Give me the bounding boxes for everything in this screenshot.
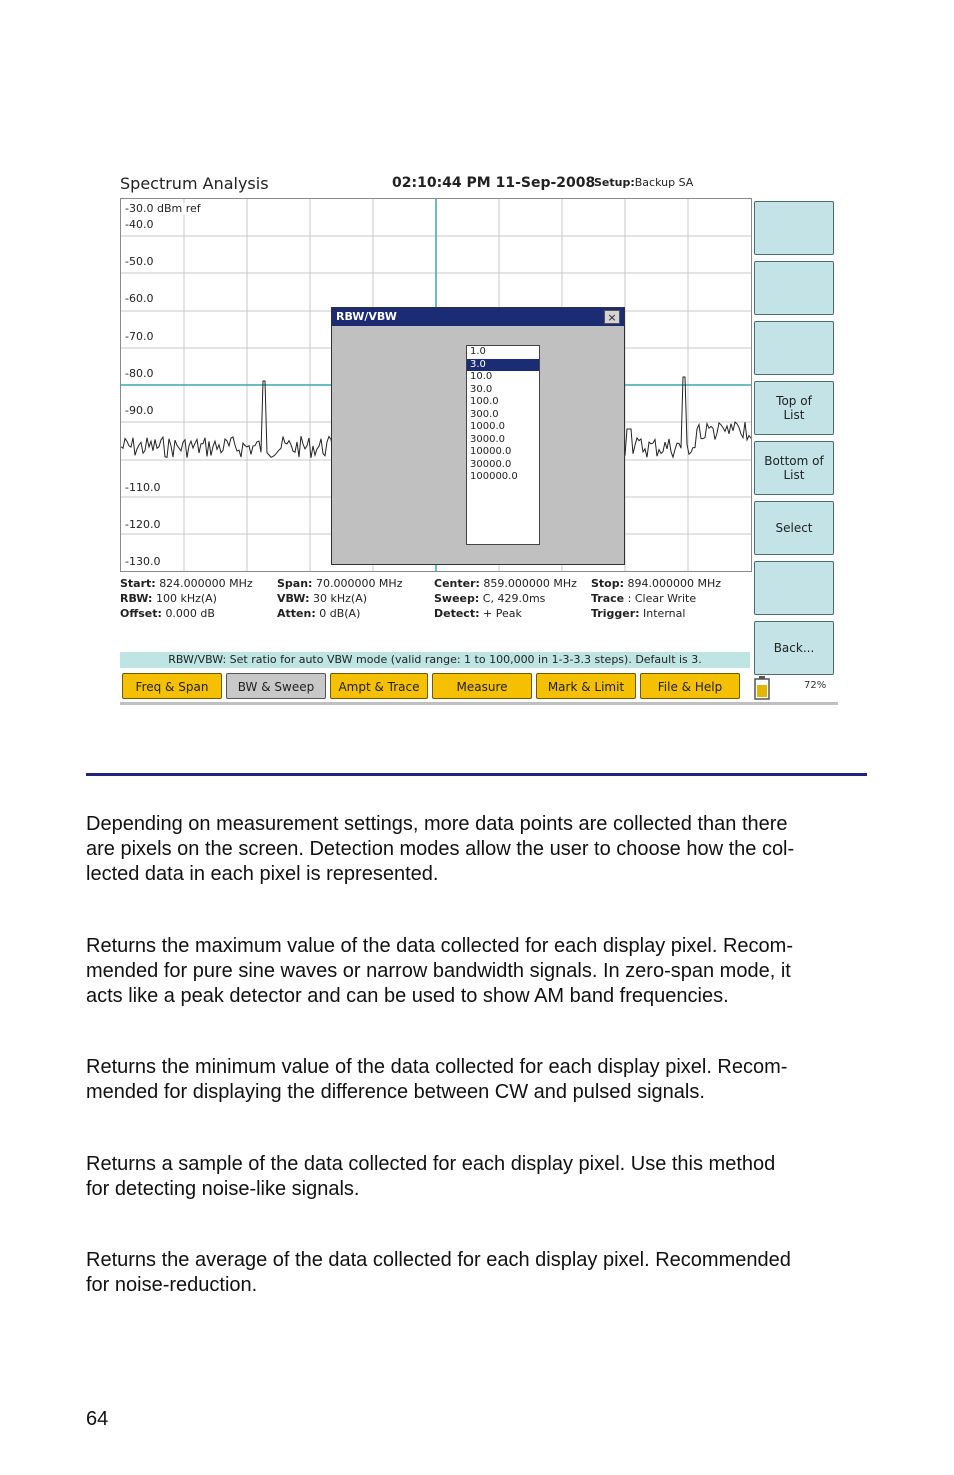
ratio-option[interactable]: 30000.0 bbox=[470, 458, 512, 470]
vbw-value: 30 kHz(A) bbox=[313, 592, 368, 605]
offset-value: 0.000 dB bbox=[165, 607, 215, 620]
y-tick: -80.0 bbox=[125, 367, 154, 380]
text-line: lected data in each pixel is represented. bbox=[86, 863, 439, 885]
trigger-label: Trigger: bbox=[591, 607, 640, 620]
stop-value: 894.000000 MHz bbox=[627, 577, 722, 590]
start-value: 824.000000 MHz bbox=[159, 577, 253, 590]
tab-bw-sweep[interactable]: BW & Sweep bbox=[226, 673, 326, 699]
softkey-select[interactable]: Select bbox=[754, 501, 834, 555]
text-line: mended for displaying the difference between CW and pulsed signals. bbox=[86, 1081, 705, 1103]
softkey-3[interactable] bbox=[754, 321, 834, 375]
app-title: Spectrum Analysis bbox=[120, 174, 269, 193]
setup-label: Setup: bbox=[594, 176, 635, 189]
tab-freq-span[interactable]: Freq & Span bbox=[122, 673, 222, 699]
rbw-label: RBW: bbox=[120, 592, 153, 605]
span-value: 70.000000 MHz bbox=[315, 577, 403, 590]
battery-percent: 72% bbox=[804, 680, 827, 691]
info-col-4 bbox=[591, 576, 721, 621]
text-line: Returns the minimum value of the data collected for each display pixel. Recom- bbox=[86, 1056, 788, 1078]
setup-value: Backup SA bbox=[634, 176, 694, 189]
text-line: Returns the average of the data collected for each display pixel. Recommended bbox=[86, 1249, 791, 1271]
softkey-1[interactable] bbox=[754, 201, 834, 255]
softkey-2[interactable] bbox=[754, 261, 834, 315]
offset-label: Offset: bbox=[120, 607, 162, 620]
tab-file-help[interactable]: File & Help bbox=[640, 673, 740, 699]
page-number: 64 bbox=[86, 1408, 109, 1430]
text-line: acts like a peak detector and can be used to show AM band frequencies. bbox=[86, 985, 729, 1007]
text-line: mended for pure sine waves or narrow bandwidth signals. In zero-span mode, it bbox=[86, 960, 791, 982]
ratio-option[interactable]: 1.0 bbox=[470, 346, 486, 357]
section-divider bbox=[86, 773, 867, 776]
ratio-option[interactable]: 3000.0 bbox=[470, 433, 505, 445]
tab-ampt-trace[interactable]: Ampt & Trace bbox=[330, 673, 428, 699]
center-value: 859.000000 MHz bbox=[483, 577, 577, 590]
clock-datetime: 02:10:44 PM 11-Sep-2008 bbox=[392, 175, 596, 191]
atten-value: 0 dB(A) bbox=[319, 607, 361, 620]
ratio-option[interactable]: 30.0 bbox=[470, 383, 493, 395]
info-col-2 bbox=[277, 576, 402, 621]
detect-value: + Peak bbox=[483, 607, 522, 620]
y-tick: -90.0 bbox=[125, 404, 154, 417]
text-line: Depending on measurement settings, more data points are collected than there bbox=[86, 813, 788, 835]
trace-value: : Clear Write bbox=[627, 592, 697, 605]
info-col-3 bbox=[434, 576, 577, 621]
info-col-1 bbox=[120, 576, 253, 621]
ratio-option[interactable]: 10.0 bbox=[470, 371, 493, 382]
text-line: are pixels on the screen. Detection modes allow the user to choose how the col- bbox=[86, 838, 795, 860]
softkey-label: Bottom of List bbox=[764, 454, 824, 482]
softkey-back[interactable]: Back... bbox=[754, 621, 834, 675]
trigger-value: Internal bbox=[643, 607, 686, 620]
detect-label: Detect: bbox=[434, 607, 480, 620]
start-label: Start: bbox=[120, 577, 156, 590]
minimum-description bbox=[86, 1055, 876, 1105]
y-tick: -70.0 bbox=[125, 330, 154, 343]
ratio-option[interactable]: 10000.0 bbox=[470, 446, 512, 457]
screen-bottom-border bbox=[120, 702, 838, 705]
softkey-7[interactable] bbox=[754, 561, 834, 615]
ratio-option[interactable]: 100.0 bbox=[470, 396, 499, 407]
y-tick: -110.0 bbox=[125, 481, 161, 494]
y-tick: -40.0 bbox=[125, 218, 154, 231]
y-ref-label: -30.0 dBm ref bbox=[125, 202, 201, 215]
close-icon[interactable]: × bbox=[604, 310, 620, 324]
softkey-label: Top of List bbox=[776, 394, 812, 422]
text-line: for detecting noise-like signals. bbox=[86, 1178, 360, 1200]
status-bar: RBW/VBW: Set ratio for auto VBW mode (valid range: 1 to 100,000 in 1-3-3.3 steps). Default is 3. bbox=[120, 652, 750, 668]
ratio-listbox[interactable] bbox=[466, 345, 540, 545]
softkey-bottom-of-list[interactable] bbox=[754, 441, 834, 495]
sample-description bbox=[86, 1152, 876, 1202]
sweep-value: C, 429.0ms bbox=[482, 592, 546, 605]
dialog-title: RBW/VBW bbox=[332, 308, 624, 326]
text-line: Returns a sample of the data collected for each display pixel. Use this method bbox=[86, 1153, 776, 1175]
y-tick: -60.0 bbox=[125, 292, 154, 305]
ratio-option[interactable]: 100000.0 bbox=[470, 471, 518, 482]
tab-measure[interactable]: Measure bbox=[432, 673, 532, 699]
rbw-vbw-dialog[interactable] bbox=[331, 307, 625, 565]
text-line: for noise-reduction. bbox=[86, 1274, 258, 1296]
stop-label: Stop: bbox=[591, 577, 625, 590]
atten-label: Atten: bbox=[277, 607, 316, 620]
rbw-value: 100 kHz(A) bbox=[155, 592, 217, 605]
ratio-option[interactable]: 300.0 bbox=[470, 408, 499, 420]
y-tick: -50.0 bbox=[125, 255, 154, 268]
setup-indicator bbox=[594, 176, 693, 189]
sweep-label: Sweep: bbox=[434, 592, 480, 605]
ratio-option[interactable]: 3.0 bbox=[467, 359, 539, 372]
y-tick: -120.0 bbox=[125, 518, 161, 531]
peak-description bbox=[86, 934, 876, 1009]
softkey-top-of-list[interactable] bbox=[754, 381, 834, 435]
battery-icon bbox=[754, 676, 770, 700]
ratio-option[interactable]: 1000.0 bbox=[470, 421, 505, 432]
center-label: Center: bbox=[434, 577, 480, 590]
text-line: Returns the maximum value of the data collected for each display pixel. Recom- bbox=[86, 935, 794, 957]
vbw-label: VBW: bbox=[277, 592, 310, 605]
analyzer-screenshot bbox=[118, 168, 838, 708]
tab-mark-limit[interactable]: Mark & Limit bbox=[536, 673, 636, 699]
y-tick: -130.0 bbox=[125, 555, 161, 568]
span-label: Span: bbox=[277, 577, 313, 590]
intro-paragraph bbox=[86, 812, 876, 887]
trace-label: Trace bbox=[591, 592, 625, 605]
average-description bbox=[86, 1248, 876, 1298]
